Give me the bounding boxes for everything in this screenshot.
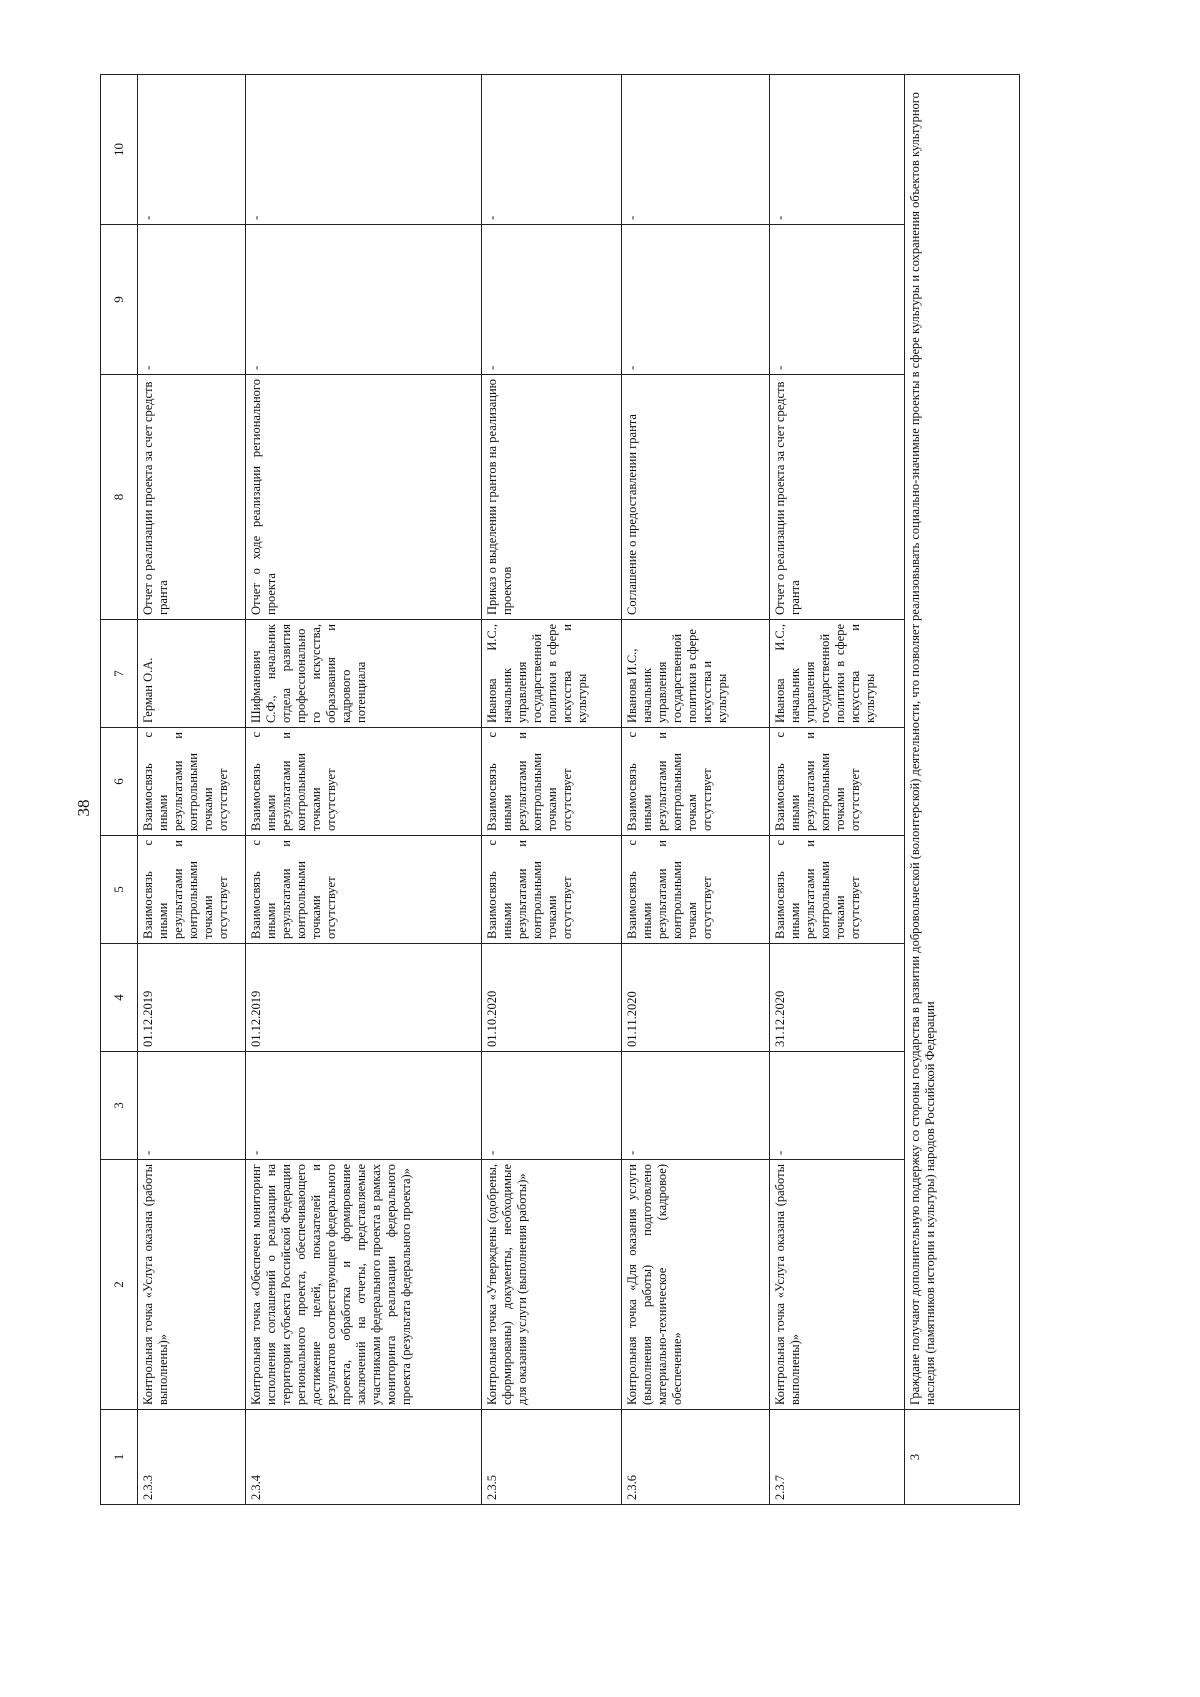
header-cell: 3: [101, 1052, 138, 1160]
control-points-table: [100, 74, 1020, 1505]
cell-col3: -: [138, 1052, 246, 1160]
cell-col9: -: [138, 225, 246, 375]
cell-col3: -: [482, 1052, 622, 1160]
row-number: 2.3.4: [246, 1410, 482, 1505]
control-point-name: Контрольная точка «Услуга оказана (работы выполнены)»: [138, 1160, 246, 1410]
header-cell: 1: [101, 1410, 138, 1505]
page-number: 38: [74, 799, 93, 817]
cell-col9: -: [622, 225, 770, 375]
cell-col10: -: [138, 75, 246, 225]
date-cell: 01.10.2020: [482, 944, 622, 1052]
header-cell: 7: [101, 620, 138, 728]
table-row: [770, 75, 905, 1505]
header-cell: 9: [101, 225, 138, 375]
header-cell: 8: [101, 375, 138, 620]
relation-cell: Взаимосвязь с иными результатами и контрольными точками отсутствует: [482, 728, 622, 836]
table-row: [622, 75, 770, 1505]
date-cell: 01.11.2020: [622, 944, 770, 1052]
row-number: 3: [905, 1410, 1020, 1505]
cell-col3: -: [246, 1052, 482, 1160]
responsible-cell: Шифманович С.Ф., начальник отдела развития профессионального искусства, образования и кадрового потенциала: [246, 620, 482, 728]
control-point-name: Контрольная точка «Обеспечен мониторинг исполнения соглашений о реализации на территории субъекта Российской Федерации регионального проекта, обеспечивающего достижение целей, показателей и результатов соответствующего федерального проекта, обработка и формирование заключений на отчеты, представляемые участниками федерального проекта в рамках мониторинга реализации федерального проекта (результата федерального проекта)»: [246, 1160, 482, 1410]
date-cell: 31.12.2020: [770, 944, 905, 1052]
control-point-name: Контрольная точка «Для оказания услуги (выполнения работы) подготовлено материально-техническое (кадровое) обеспечение»: [622, 1160, 770, 1410]
row-number: 2.3.7: [770, 1410, 905, 1505]
header-cell: 5: [101, 836, 138, 944]
responsible-cell: Иванова И.С., начальник управления государственной политики в сфере искусства и культуры: [770, 620, 905, 728]
table-row: [246, 75, 482, 1505]
control-point-name: Контрольная точка «Утверждены (одобрены, сформированы) документы, необходимые для оказания услуги (выполнения работы)»: [482, 1160, 622, 1410]
date-cell: 01.12.2019: [246, 944, 482, 1052]
relation-cell: Взаимосвязь с иными результатами и контрольными точкам отсутствует: [622, 728, 770, 836]
relation-cell: Взаимосвязь с иными результатами и контрольными точкам отсутствует: [622, 836, 770, 944]
document-cell: Приказ о выделении грантов на реализацию проектов: [482, 375, 622, 620]
document-cell: Отчет о ходе реализации регионального проекта: [246, 375, 482, 620]
cell-col3: -: [622, 1052, 770, 1160]
header-cell: 2: [101, 1160, 138, 1410]
header-cell: 6: [101, 728, 138, 836]
document-cell: Отчет о реализации проекта за счет средств гранта: [770, 375, 905, 620]
document-cell: Соглашение о предоставлении гранта: [622, 375, 770, 620]
cell-col9: -: [770, 225, 905, 375]
relation-cell: Взаимосвязь с иными результатами и контрольными точками отсутствует: [138, 728, 246, 836]
relation-cell: Взаимосвязь с иными результатами и контрольными точками отсутствует: [138, 836, 246, 944]
header-row: [101, 75, 138, 1505]
relation-cell: Взаимосвязь с иными результатами и контрольными точками отсутствует: [482, 836, 622, 944]
relation-cell: Взаимосвязь с иными результатами и контрольными точками отсутствует: [770, 836, 905, 944]
cell-col10: -: [622, 75, 770, 225]
responsible-cell: Иванова И.С., начальник управления государственной политики в сфере искусства и культуры: [622, 620, 770, 728]
cell-col9: -: [482, 225, 622, 375]
row-number: 2.3.5: [482, 1410, 622, 1505]
cell-col3: -: [770, 1052, 905, 1160]
table-row: [138, 75, 246, 1505]
responsible-cell: Герман О.А.: [138, 620, 246, 728]
date-cell: 01.12.2019: [138, 944, 246, 1052]
row-number: 2.3.6: [622, 1410, 770, 1505]
table-row: [482, 75, 622, 1505]
header-cell: 4: [101, 944, 138, 1052]
row-number: 2.3.3: [138, 1410, 246, 1505]
rotated-table-frame: [100, 75, 1020, 1505]
footer-text: Граждане получают дополнительную поддержку со стороны государства в развитии добровольческой (волонтерской) деятельности, что позволяет реализовывать социально-значимые проекты в сфере культуры и сохранения объектов культурного наследия (памятников истории и культуры) народов Российской Федерации: [905, 75, 1020, 1410]
responsible-cell: Иванова И.С., начальник управления государственной политики в сфере искусства и культуры: [482, 620, 622, 728]
control-point-name: Контрольная точка «Услуга оказана (работы выполнены)»: [770, 1160, 905, 1410]
relation-cell: Взаимосвязь с иными результатами и контрольными точками отсутствует: [246, 728, 482, 836]
header-cell: 10: [101, 75, 138, 225]
document-cell: Отчет о реализации проекта за счет средств гранта: [138, 375, 246, 620]
footer-row: [905, 75, 1020, 1505]
relation-cell: Взаимосвязь с иными результатами и контрольными точками отсутствует: [246, 836, 482, 944]
cell-col10: -: [770, 75, 905, 225]
relation-cell: Взаимосвязь с иными результатами и контрольными точками отсутствует: [770, 728, 905, 836]
cell-col9: -: [246, 225, 482, 375]
cell-col10: -: [482, 75, 622, 225]
cell-col10: -: [246, 75, 482, 225]
